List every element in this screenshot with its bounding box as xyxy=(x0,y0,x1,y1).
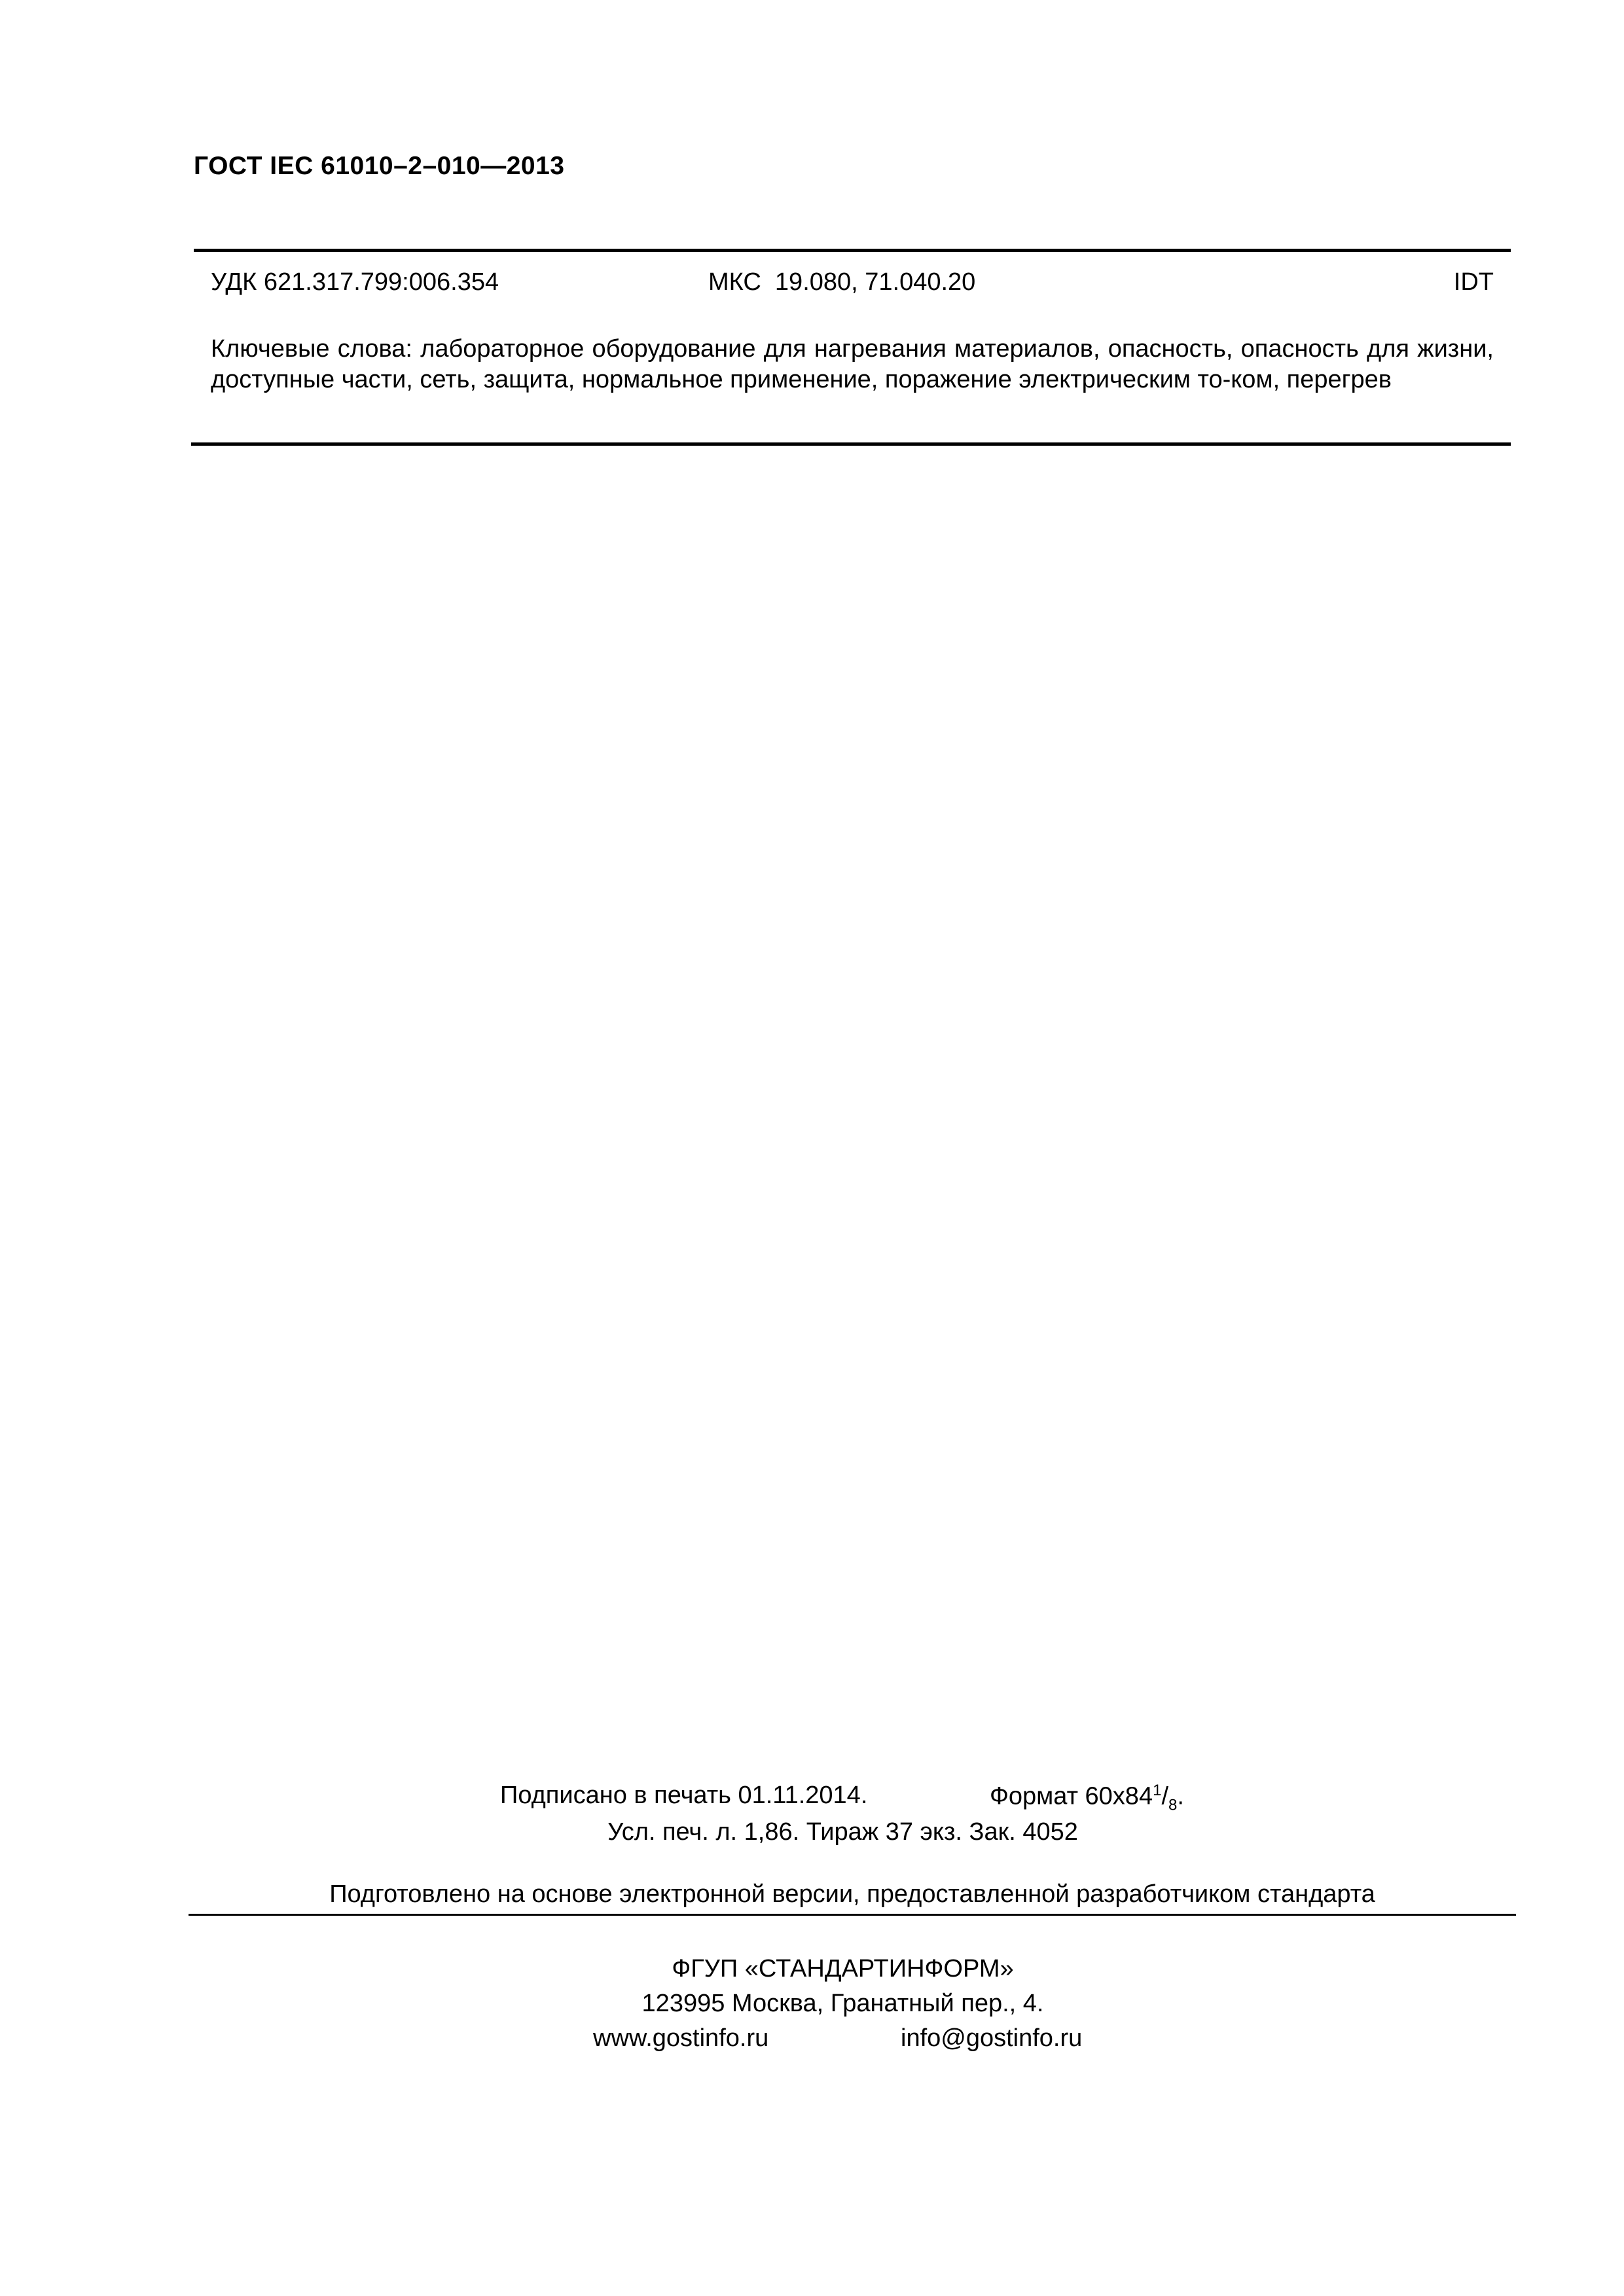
format-suffix: . xyxy=(1177,1782,1184,1810)
publisher-name: ФГУП «СТАНДАРТИНФОРМ» xyxy=(672,1955,1014,1982)
top-rule xyxy=(194,249,1511,252)
format-prefix: Формат 60х84 xyxy=(990,1782,1153,1810)
imprint-details: Усл. печ. л. 1,86. Тираж 37 экз. Зак. 4052 xyxy=(607,1818,1078,1846)
format-denominator: 8 xyxy=(1168,1796,1178,1814)
print-format xyxy=(990,1782,1184,1814)
imprint-signed-line xyxy=(500,1782,1184,1814)
classification-row xyxy=(211,268,1494,301)
publisher-address: 123995 Москва, Гранатный пер., 4. xyxy=(641,1990,1044,2017)
publisher-website[interactable]: www.gostinfo.ru xyxy=(593,2024,769,2052)
prepared-rule xyxy=(189,1914,1516,1916)
bottom-rule xyxy=(191,442,1511,446)
standard-code: ГОСТ IEC 61010–2–010—2013 xyxy=(194,152,565,180)
keywords-paragraph: Ключевые слова: лабораторное оборудование для нагревания материалов, опасность, опасность для жизни, доступные части, сеть, защита, нормальное применение, поражение электрическим то-ком, перегрев xyxy=(211,335,1494,393)
format-separator: / xyxy=(1161,1782,1168,1810)
mks-code: МКС 19.080, 71.040.20 xyxy=(708,268,976,296)
udk-code: УДК 621.317.799:006.354 xyxy=(211,268,499,296)
prepared-note: Подготовлено на основе электронной версии, предоставленной разработчиком стандарта xyxy=(329,1880,1375,1908)
publisher-contacts xyxy=(593,2024,1117,2057)
format-numerator: 1 xyxy=(1153,1782,1162,1799)
signed-date: Подписано в печать 01.11.2014. xyxy=(500,1782,868,1809)
publisher-email[interactable]: info@gostinfo.ru xyxy=(901,2024,1083,2052)
identity-degree: IDT xyxy=(1453,268,1494,296)
